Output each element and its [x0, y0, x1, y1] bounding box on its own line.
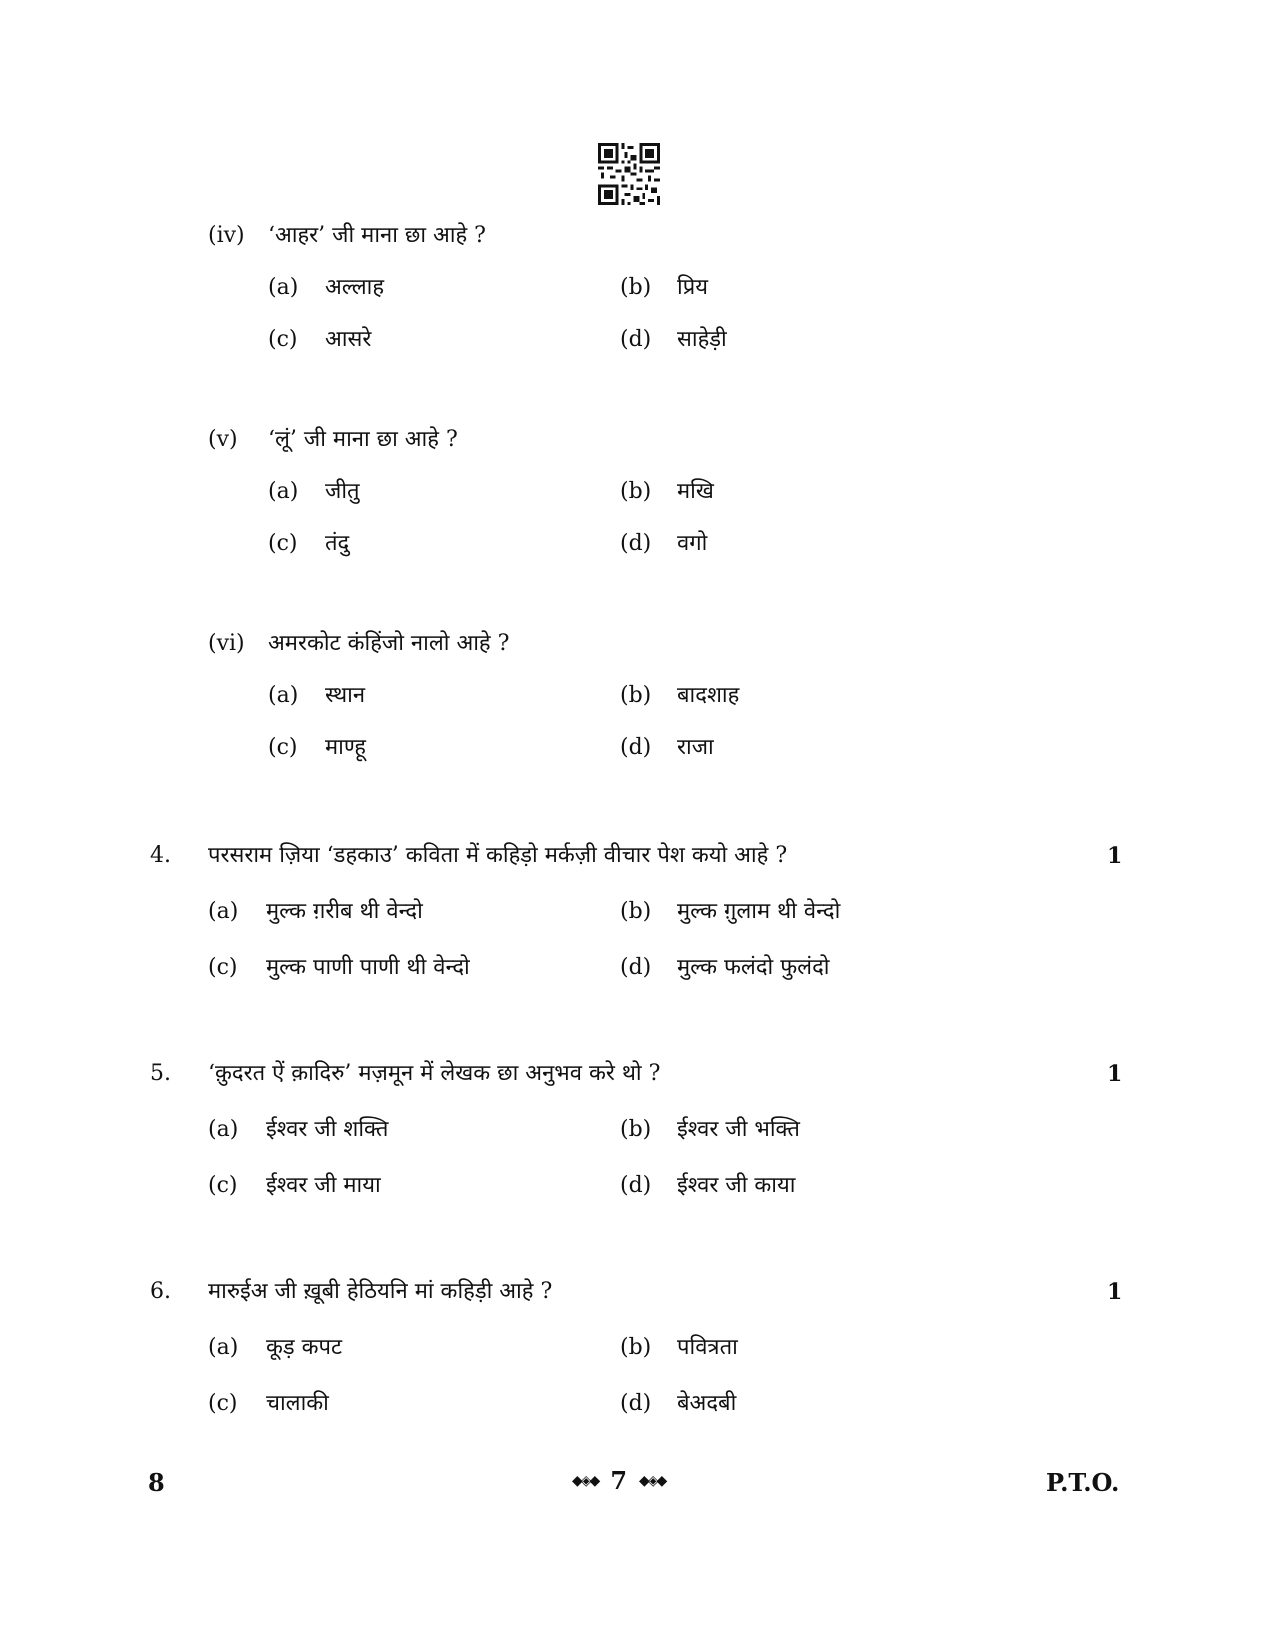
option-text: ईश्वर जी शक्ति — [266, 1117, 389, 1142]
option-label: (c) — [208, 1173, 238, 1198]
question-number: 6. — [150, 1279, 171, 1304]
option-text: मुल्क फलंदो फुलंदो — [677, 955, 830, 980]
option-text: कूड़ कपट — [266, 1335, 343, 1360]
option-label: (c) — [208, 1391, 238, 1416]
page-number — [572, 1466, 665, 1496]
option-label: (b) — [620, 479, 652, 504]
option-text: तंदु — [325, 531, 350, 556]
marks: 1 — [1107, 843, 1123, 869]
option-label: (d) — [620, 735, 652, 760]
question-number: 4. — [150, 843, 171, 868]
option-text: ईश्वर जी माया — [266, 1173, 381, 1198]
option-label: (c) — [268, 531, 298, 556]
option-text: जीतु — [325, 479, 360, 504]
option-label: (a) — [208, 899, 239, 924]
option-text: ईश्वर जी भक्ति — [677, 1117, 800, 1142]
option-text: आसरे — [325, 327, 372, 352]
question-number: (v) — [208, 427, 238, 452]
option-text: माण्हू — [325, 735, 366, 760]
option-label: (a) — [208, 1335, 239, 1360]
option-text: अल्लाह — [325, 275, 385, 300]
option-text: मुल्क ग़ुलाम थी वेन्दो — [677, 899, 841, 924]
option-label: (c) — [268, 735, 298, 760]
option-label: (d) — [620, 531, 652, 556]
diamond-ornament-icon: ◆◈◆ — [639, 1473, 666, 1489]
option-text: ईश्वर जी काया — [677, 1173, 796, 1198]
option-text: मुल्क पाणी पाणी थी वेन्दो — [266, 955, 470, 980]
question-number: (vi) — [208, 631, 245, 656]
option-text: चालाकी — [266, 1391, 329, 1416]
option-label: (d) — [620, 1173, 652, 1198]
question-text: ‘क़ुदरत ऐं क़ादिरु’ मज़मून में लेखक छा अनुभव करे थो ? — [208, 1061, 661, 1086]
marks: 1 — [1107, 1279, 1123, 1305]
option-label: (d) — [620, 955, 652, 980]
pto-label: P.T.O. — [1046, 1468, 1120, 1497]
option-label: (a) — [268, 479, 299, 504]
option-text: स्थान — [325, 683, 366, 708]
option-text: पवित्रता — [677, 1335, 738, 1360]
diamond-ornament-icon: ◆◈◆ — [572, 1473, 599, 1489]
option-text: मखि — [677, 479, 714, 504]
question-text: अमरकोट कंहिंजो नालो आहे ? — [268, 631, 510, 656]
qr-code-icon — [598, 143, 660, 205]
option-label: (b) — [620, 683, 652, 708]
option-label: (b) — [620, 1117, 652, 1142]
option-label: (c) — [268, 327, 298, 352]
option-label: (d) — [620, 327, 652, 352]
option-label: (a) — [208, 1117, 239, 1142]
question-text: मारुईअ जी ख़ूबी हेठियनि मां कहिड़ी आहे ? — [208, 1279, 553, 1304]
page-number-value: 7 — [610, 1466, 628, 1495]
option-text: राजा — [677, 735, 714, 760]
question-number: (iv) — [208, 223, 245, 248]
option-label: (a) — [268, 275, 299, 300]
option-text: प्रिय — [677, 275, 708, 300]
option-label: (d) — [620, 1391, 652, 1416]
footer-code: 8 — [148, 1468, 165, 1497]
option-text: वगो — [677, 531, 708, 556]
option-text: साहेड़ी — [677, 327, 727, 352]
option-text: बेअदबी — [677, 1391, 737, 1416]
marks: 1 — [1107, 1061, 1123, 1087]
question-text: परसराम ज़िया ‘डहकाउ’ कविता में कहिड़ो मर्कज़ी वीचार पेश कयो आहे ? — [208, 843, 788, 868]
question-number: 5. — [150, 1061, 171, 1086]
option-label: (a) — [268, 683, 299, 708]
question-text: ‘आहर’ जी माना छा आहे ? — [268, 223, 486, 248]
option-text: मुल्क ग़रीब थी वेन्दो — [266, 899, 423, 924]
option-label: (b) — [620, 899, 652, 924]
option-label: (c) — [208, 955, 238, 980]
option-label: (b) — [620, 275, 652, 300]
option-text: बादशाह — [677, 683, 740, 708]
question-text: ‘लूं’ जी माना छा आहे ? — [268, 427, 458, 452]
option-label: (b) — [620, 1335, 652, 1360]
